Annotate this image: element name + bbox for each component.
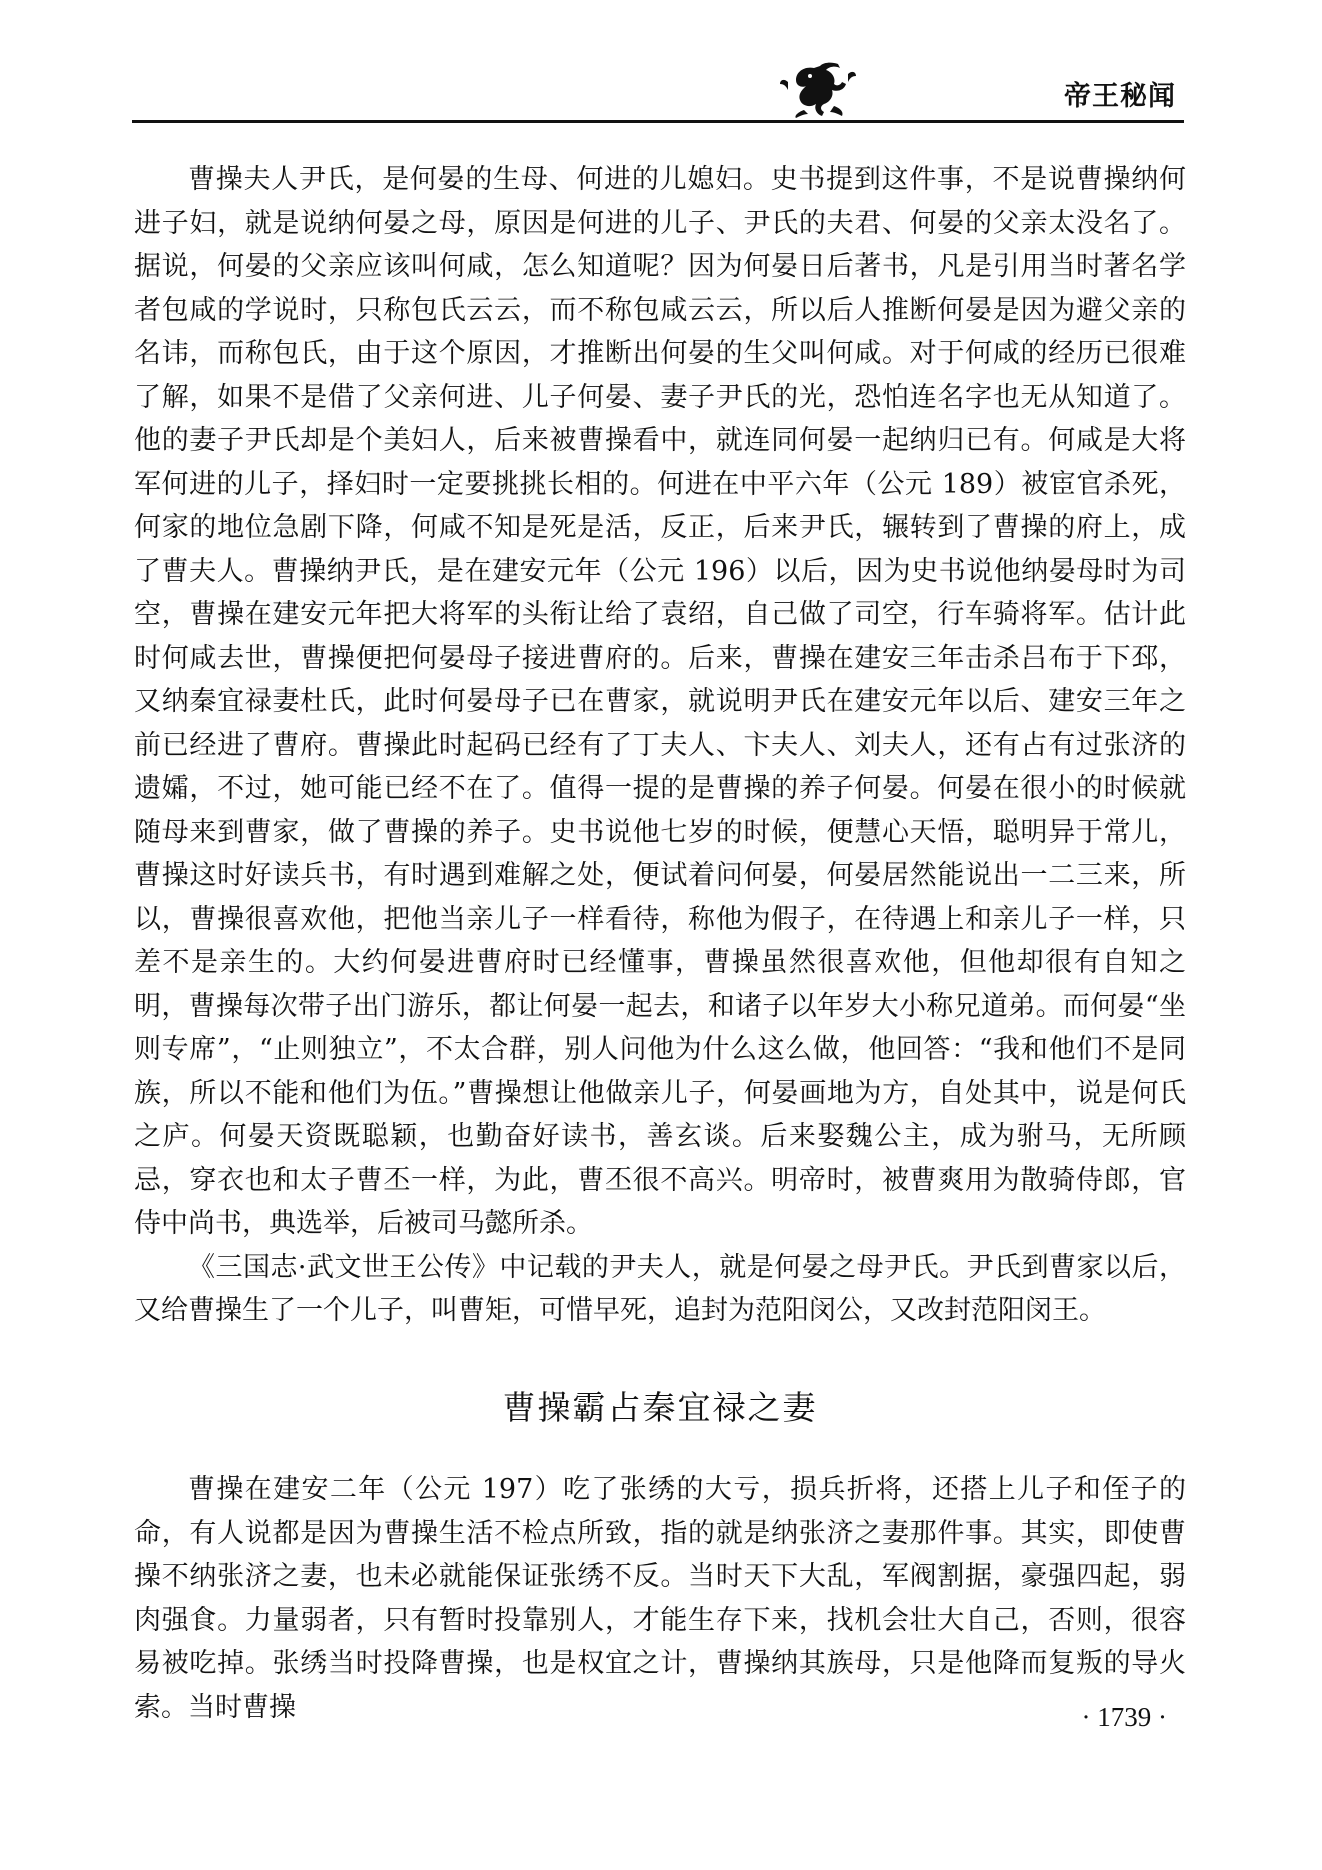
paragraph: 曹操在建安二年（公元 197）吃了张绣的大亏，损兵折将，还搭上儿子和侄子的命，有人说都是因为曹操生活不检点所致，指的就是纳张济之妻那件事。其实，即使曹操不纳张济之妻，也未必就能保证张绣不反。当时天下大乱，军阀割据，豪强四起，弱肉强食。力量弱者，只有暂时投靠别人，才能生存下来，找机会壮大自己，否则，很容易被吃掉。张绣当时投降曹操，也是权宜之计，曹操纳其族母，只是他降而复叛的导火索。当时曹操 xyxy=(134,1474,1186,1723)
paragraph: 曹操夫人尹氏，是何晏的生母、何进的儿媳妇。史书提到这件事，不是说曹操纳何进子妇，就是说纳何晏之母，原因是何进的儿子、尹氏的夫君、何晏的父亲太没名了。据说，何晏的父亲应该叫何咸，怎么知道呢？因为何晏日后著书，凡是引用当时著名学者包咸的学说时，只称包氏云云，而不称包咸云云，所以后人推断何晏是因为避父亲的名讳，而称包氏，由于这个原因，才推断出何晏的生父叫何咸。对于何咸的经历已很难了解，如果不是借了父亲何进、儿子何晏、妻子尹氏的光，恐怕连名字也无从知道了。他的妻子尹氏却是个美妇人，后来被曹操看中，就连同何晏一起纳归已有。何咸是大将军何进的儿子，择妇时一定要挑挑长相的。何进在中平六年（公元 189）被宦官杀死，何家的地位急剧下降，何咸不知是死是活，反正，后来尹氏，辗转到了曹操的府上，成了曹夫人。曹操纳尹氏，是在建安元年（公元 196）以后，因为史书说他纳晏母时为司空，曹操在建安元年把大将军的头衔让给了袁绍，自己做了司空，行车骑将军。估计此时何咸去世，曹操便把何晏母子接进曹府的。后来，曹操在建安三年击杀吕布于下邳，又纳秦宜禄妻杜氏，此时何晏母子已在曹家，就说明尹氏在建安元年以后、建安三年之前已经进了曹府。曹操此时起码已经有了丁夫人、卞夫人、刘夫人，还有占有过张济的遗孀，不过，她可能已经不在了。值得一提的是曹操的养子何晏。何晏在很小的时候就随母来到曹家，做了曹操的养子。史书说他七岁的时候，便慧心天悟，聪明异于常儿，曹操这时好读兵书，有时遇到难解之处，便试着问何晏，何晏居然能说出一二三来，所以，曹操很喜欢他，把他当亲儿子一样看待，称他为假子，在待遇上和亲儿子一样，只差不是亲生的。大约何晏进曹府时已经懂事，曹操虽然很喜欢他，但他却很有自知之明，曹操每次带子出门游乐，都让何晏一起去，和诸子以年岁大小称兄道弟。而何晏“坐则专席”，“止则独立”，不太合群，别人问他为什么这么做，他回答：“我和他们不是同族，所以不能和他们为伍。”曹操想让他做亲儿子，何晏画地为方，自处其中，说是何氏之庐。何晏天资既聪颖，也勤奋好读书，善玄谈。后来娶魏公主，成为驸马，无所顾忌，穿衣也和太子曹丕一样，为此，曹丕很不高兴。明帝时，被曹爽用为散骑侍郎，官侍中尚书，典选举，后被司马懿所杀。 xyxy=(134,164,1186,1239)
section-title: 曹操霸占秦宜禄之妻 xyxy=(502,1388,818,1427)
running-header-title: 帝王秘闻 xyxy=(1064,81,1176,112)
paragraph: 《三国志·武文世王公传》中记载的尹夫人，就是何晏之母尹氏。尹氏到曹家以后，又给曹操生了一个儿子，叫曹矩，可惜早死，追封为范阳闵公，又改封范阳闵王。 xyxy=(134,1251,1186,1326)
running-header xyxy=(132,60,1184,122)
body-text-lower xyxy=(134,1468,1186,1729)
header-rule xyxy=(132,120,1184,123)
body-text-upper xyxy=(134,158,1186,1333)
page-number: · 1739 · xyxy=(1081,1702,1167,1732)
dragon-emblem-icon xyxy=(774,60,860,120)
